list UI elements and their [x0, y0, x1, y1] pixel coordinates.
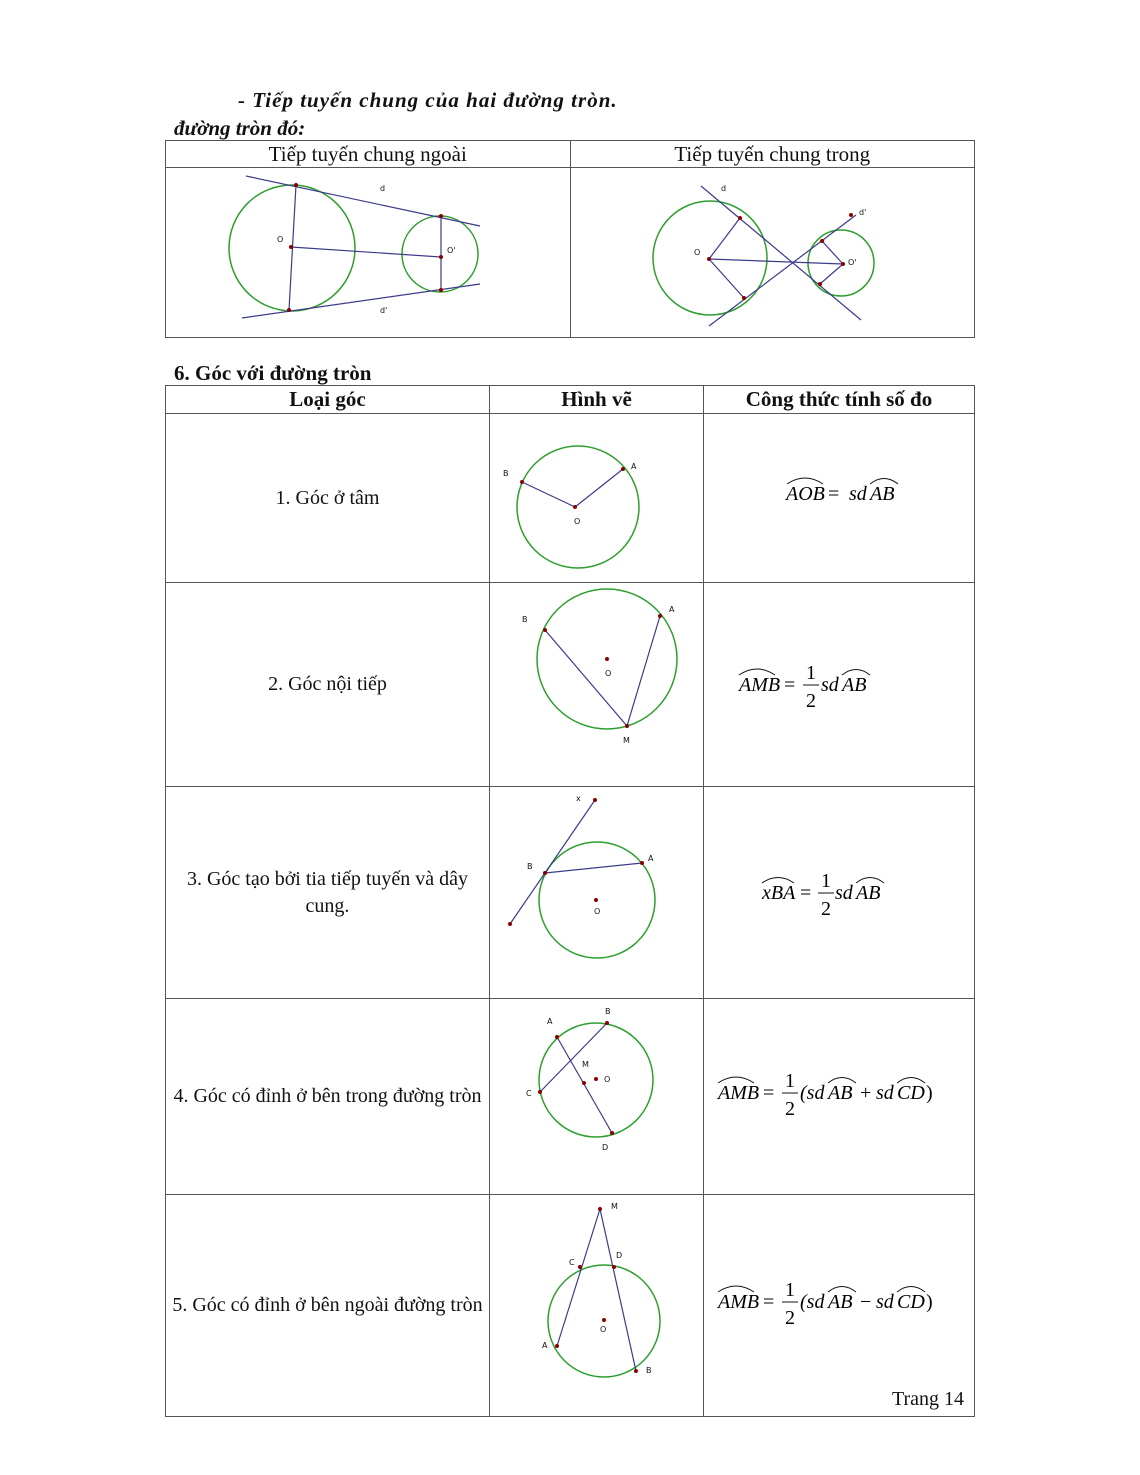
row5-formula-cell	[704, 1195, 975, 1417]
angle-section-title: 6. Góc với đường tròn	[174, 361, 372, 385]
label-O: O	[605, 669, 612, 678]
label-B: B	[605, 1007, 611, 1016]
f2-eq: =	[784, 673, 796, 696]
exterior-vertex-angle-figure	[490, 1195, 703, 1408]
row1-name: 1. Góc ở tâm	[166, 414, 490, 583]
row3-figure-cell	[490, 787, 704, 999]
f5-op: −	[860, 1290, 872, 1313]
f5-num: 1	[785, 1278, 795, 1301]
outer-tangent-figure-cell	[166, 168, 571, 338]
f4-eq: =	[763, 1081, 775, 1104]
f5-lhs: AMB	[718, 1290, 760, 1313]
label-A: A	[631, 462, 637, 471]
label-A: A	[547, 1017, 553, 1026]
row3-name: 3. Góc tạo bởi tia tiếp tuyến và dây cung.	[166, 787, 490, 999]
row4-formula-cell	[704, 999, 975, 1195]
row5-figure-cell	[490, 1195, 704, 1417]
section-subtitle: đường tròn đó:	[174, 116, 306, 140]
label-A: A	[648, 854, 654, 863]
label-D: D	[616, 1251, 623, 1260]
row1-formula-cell	[704, 414, 975, 583]
row2-formula-cell	[704, 583, 975, 787]
formula-3	[704, 849, 974, 929]
f2-lhs: AMB	[739, 673, 781, 696]
label-A: A	[542, 1341, 548, 1350]
f3-num: 1	[821, 869, 831, 892]
f5-arc2: CD	[897, 1290, 925, 1313]
tangent-chord-angle-figure	[490, 787, 703, 990]
label-D: D	[602, 1143, 609, 1152]
f1-lhs: AOB	[786, 483, 825, 505]
label-O: O	[600, 1325, 607, 1334]
f5-sd2: sd	[876, 1290, 894, 1313]
f4-close: )	[926, 1081, 933, 1104]
tangent-table	[165, 140, 975, 338]
f3-lhs: xBA	[762, 881, 796, 904]
label-M: M	[623, 736, 630, 745]
f1-eq: =	[828, 483, 840, 505]
label-M: M	[582, 1060, 589, 1069]
f2-num: 1	[806, 661, 816, 684]
section-title: - Tiếp tuyến chung của hai đường tròn.	[238, 88, 618, 112]
f5-den: 2	[785, 1306, 795, 1329]
f3-arc: AB	[856, 881, 881, 904]
tangent-header-outer: Tiếp tuyến chung ngoài	[166, 141, 571, 168]
f4-num: 1	[785, 1069, 795, 1092]
row4-name: 4. Góc có đỉnh ở bên trong đường tròn	[166, 999, 490, 1195]
f5-arc1: AB	[828, 1290, 853, 1313]
header-formula: Công thức tính số đo	[704, 386, 975, 414]
label-O: O	[693, 248, 701, 257]
interior-vertex-angle-figure	[490, 999, 703, 1186]
label-d2: d'	[380, 306, 388, 315]
label-d: d	[380, 184, 386, 193]
label-B: B	[527, 862, 533, 871]
label-C: C	[569, 1258, 575, 1267]
label-O2: O'	[847, 258, 857, 267]
angle-table	[165, 385, 975, 1417]
f5-eq: =	[763, 1290, 775, 1313]
label-O: O	[277, 235, 284, 244]
f4-sd1: (sd	[800, 1081, 825, 1104]
inner-tangent-figure	[571, 168, 974, 332]
inner-tangent-figure-cell	[570, 168, 975, 338]
central-angle-figure	[490, 414, 703, 574]
f4-op: +	[860, 1081, 872, 1104]
f2-arc: AB	[842, 673, 867, 696]
row4-figure-cell	[490, 999, 704, 1195]
label-d: d	[720, 184, 726, 193]
label-B: B	[522, 615, 528, 624]
f5-sd1: (sd	[800, 1290, 825, 1313]
label-O: O	[594, 907, 601, 916]
label-O: O	[574, 517, 581, 526]
label-A: A	[669, 605, 675, 614]
f1-arc: AB	[870, 483, 895, 505]
f2-den: 2	[806, 689, 816, 712]
inscribed-angle-figure	[490, 583, 703, 778]
label-x: x	[576, 794, 581, 803]
label-d2: d'	[858, 208, 867, 217]
row1-figure-cell	[490, 414, 704, 583]
label-O: O	[604, 1075, 611, 1084]
row3-formula-cell	[704, 787, 975, 999]
row2-name: 2. Góc nội tiếp	[166, 583, 490, 787]
label-B: B	[646, 1366, 652, 1375]
f3-eq: =	[800, 881, 812, 904]
label-O2: O'	[447, 246, 456, 255]
label-C: C	[526, 1089, 532, 1098]
f4-arc1: AB	[828, 1081, 853, 1104]
f2-sd: sd	[821, 673, 839, 696]
header-angle-type: Loại góc	[166, 386, 490, 414]
formula-4	[704, 1053, 974, 1133]
row2-figure-cell	[490, 583, 704, 787]
page-number: Trang 14	[891, 1388, 964, 1410]
f5-close: )	[926, 1290, 933, 1313]
f3-sd: sd	[835, 881, 853, 904]
f4-den: 2	[785, 1097, 795, 1120]
row5-name: 5. Góc có đỉnh ở bên ngoài đường tròn	[166, 1195, 490, 1417]
f3-den: 2	[821, 897, 831, 920]
formula-1	[704, 464, 974, 524]
f1-sd: sd	[849, 483, 867, 505]
f4-arc2: CD	[897, 1081, 925, 1104]
formula-2	[704, 641, 974, 721]
formula-5	[704, 1262, 974, 1342]
f4-sd2: sd	[876, 1081, 894, 1104]
tangent-header-inner: Tiếp tuyến chung trong	[570, 141, 975, 168]
f4-lhs: AMB	[718, 1081, 760, 1104]
label-M: M	[611, 1202, 618, 1211]
outer-tangent-figure	[166, 168, 569, 332]
label-B: B	[503, 469, 509, 478]
header-figure: Hình vẽ	[490, 386, 704, 414]
